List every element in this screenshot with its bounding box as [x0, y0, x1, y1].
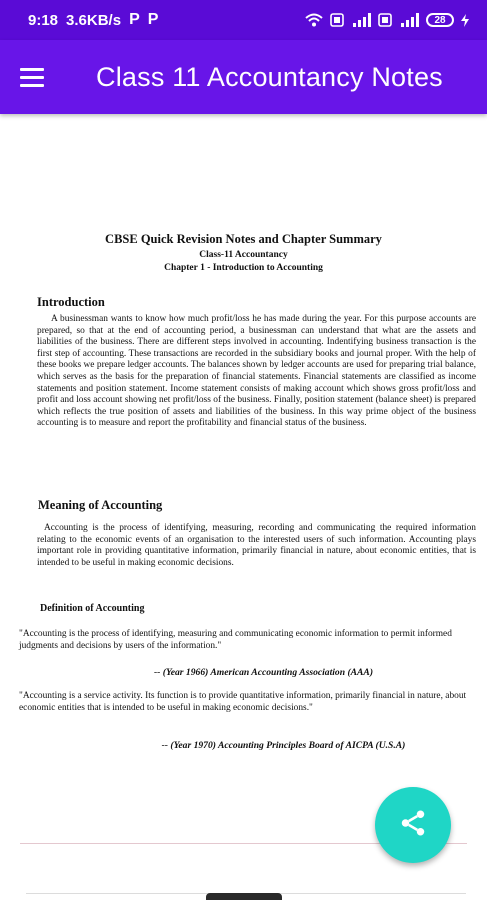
wifi-icon [305, 13, 323, 27]
definition-attribution-2: -- (Year 1970) Accounting Principles Board of AICPA (U.S.A) [161, 740, 406, 751]
intro-heading: Introduction [37, 295, 105, 309]
signal-icon [351, 13, 371, 27]
intro-paragraph: A businessman wants to know how much profit/loss he has made during the year. For this purpose accounts are prepared, so that at the end of accounting period, a businessman can understand that what are the assets and liabilities of the business. There are different steps involved in accounting. Indentifying business transaction is the first step of accounting. These transactions are recorded in the subsidiary books and journal proper. With the help of these books we prepare ledger accounts. The balances shown by ledger accounts are used for preparing trial balance, which serves as the basis for the preparation of financial statements. Financial statements are classified as income statements and position statement. Income statement consists of making account which shows gross profit/loss and profit and loss account showing net profit/loss of the business. Finally, position statement (balance sheet) is prepared which reflects the true position of assets and liabilities of the business. In this way prime object of the business accounting is to measure and report the profitability and financial status of the business. [37, 314, 476, 429]
charging-icon [461, 14, 469, 27]
document-class-line: Class-11 Accountancy [199, 250, 288, 260]
battery-icon: 28 [426, 13, 454, 27]
document-chapter-line: Chapter 1 - Introduction to Accounting [164, 263, 323, 273]
share-icon [398, 808, 428, 843]
status-speed: 3.6KB/s [66, 11, 122, 29]
status-left [28, 11, 158, 29]
notification-p-icon-2: P [147, 11, 159, 28]
hd-icon [330, 13, 344, 27]
app-title: Class 11 Accountancy Notes [96, 61, 443, 92]
meaning-heading: Meaning of Accounting [38, 498, 163, 512]
definition-quote-2: "Accounting is a service activity. Its function is to provide quantitative information, primarily financial in nature, about economic entities that is intended to be useful in making economic decisions." [19, 691, 467, 713]
document-header [0, 232, 487, 275]
share-button[interactable] [375, 787, 451, 863]
definition-heading: Definition of Accounting [40, 603, 145, 614]
notification-p-icon: P [129, 11, 140, 28]
document-title: CBSE Quick Revision Notes and Chapter Summary [105, 232, 382, 246]
hamburger-menu-icon[interactable] [20, 58, 58, 96]
app-bar [0, 40, 487, 114]
definition-quote-1: "Accounting is the process of identifying, measuring and communicating economic information to permit informed judgments and decisions by users of the information." [19, 629, 452, 651]
meaning-paragraph: Accounting is the process of identifying, measuring, recording and communicating the required information relating to the economic events of an organisation to the interested users of such information. Accounting plays important role in providing quantitative information, primarily financial in nature, about economic entities, that is intended to be useful in making economic decisions. [37, 523, 476, 568]
status-right [305, 13, 469, 27]
document-page [0, 232, 487, 751]
status-bar [0, 0, 487, 40]
nav-handle[interactable] [206, 893, 282, 900]
hd-icon-2 [378, 13, 392, 27]
status-time: 9:18 [28, 11, 59, 29]
definition-attribution-1: -- (Year 1966) American Accounting Association (AAA) [153, 667, 374, 678]
signal-icon-2 [399, 13, 419, 27]
